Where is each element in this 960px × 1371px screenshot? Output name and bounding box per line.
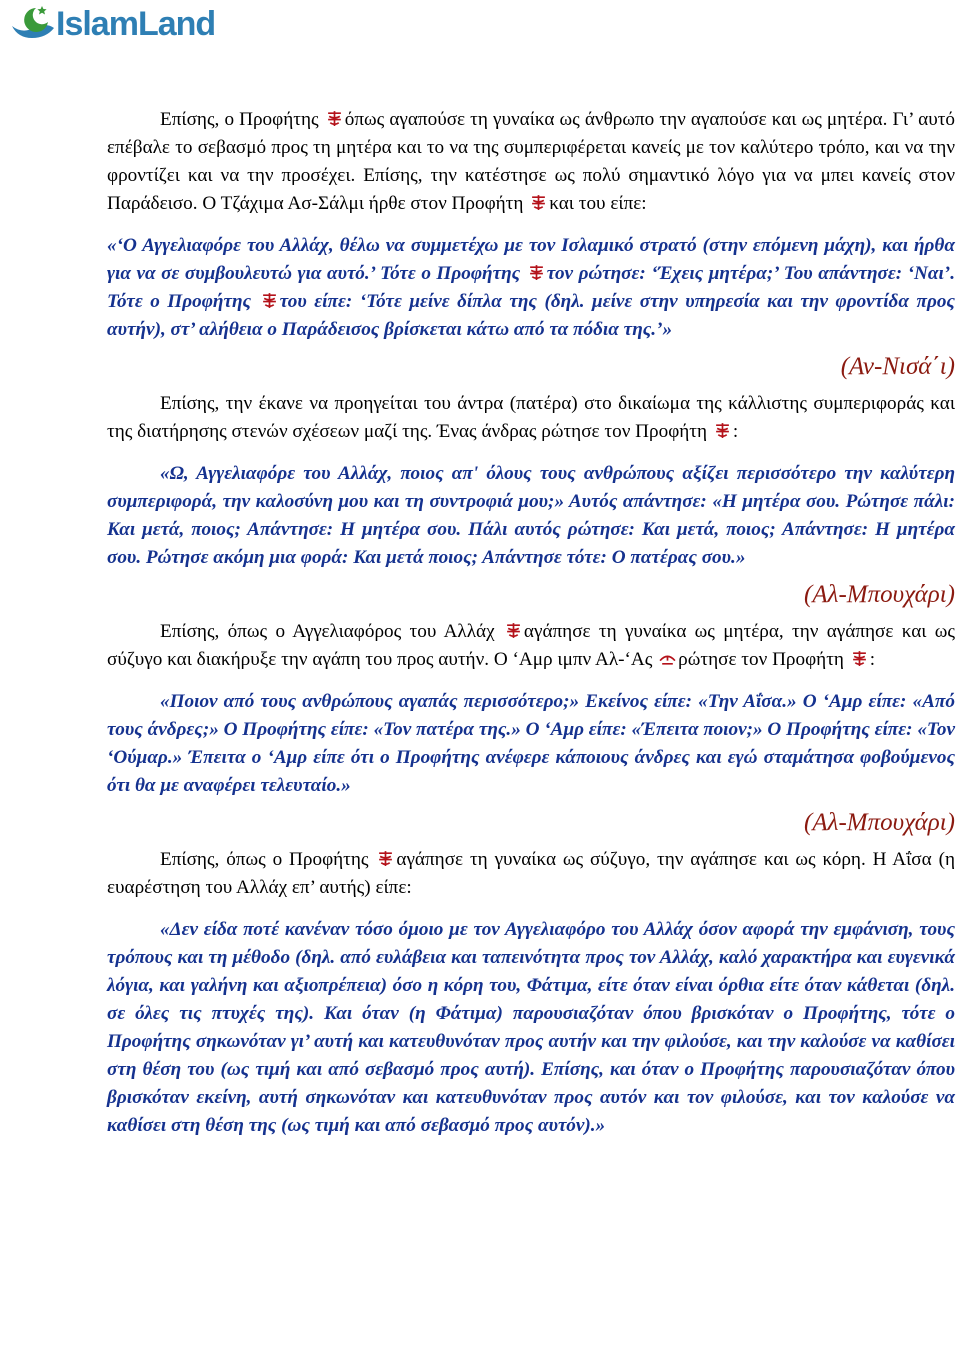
paragraph-intro-mother: Επίσης, ο Προφήτης όπως αγαπούσε τη γυναίκα ως άνθρωπο την αγαπούσε και ως μητέρα. Γι’ αυτό επέβαλε το σεβασμό προς τη μητέρα και το να της συμπεριφέρεται κανείς με τον καλύτερο τρόπο, και να την φροντίζει και να την προσέχει. Επίσης, την κατέστησε ως πολύ σημαντικό λόγο για να μπει κανείς στον Παράδεισο. Ο Τζάχιμα Ασ-Σάλμι ήρθε στον Προφήτη και του είπε: <box>107 109 956 214</box>
document-body <box>107 106 955 1140</box>
paragraph-mother-precedence: Επίσης, την έκανε να προηγείται του άντρα (πατέρα) στο δικαίωμα της κάλλιστης συμπεριφοράς και της διατήρησης στενών σχέσεων μαζί της. Ένας άνδρας ρώτησε τον Προφήτη : <box>107 393 955 442</box>
hadith-quote-aisha: «Ποιον από τους ανθρώπους αγαπάς περισσότερο;» Εκείνος είπε: «Την Αΐσα.» Ο ‘Αμρ είπε: «Από τους άνδρες;» Ο Προφήτης είπε: «Τον πατέρα της.» Ο ‘Αμρ είπε: «Έπειτα ποιον;» Ο Προφήτης είπε: «Τον ‘Ούμαρ.» Έπειτα ο ‘Αμρ είπε ότι ο Προφήτης ανέφερε κάποιους άνδρες και εγώ σταμάτησα φοβούμενος ότι θα με αναφέρει τελευταίο.» <box>107 691 956 796</box>
salawat-glyph-icon <box>714 422 731 439</box>
salawat-glyph-icon <box>377 850 394 867</box>
hadith-source: (Αν-Νισά΄ι) <box>840 353 955 380</box>
salawat-glyph-icon <box>505 622 522 639</box>
paragraph-daughter: Επίσης, όπως ο Προφήτης αγάπησε τη γυναίκα ως σύζυγο, την αγάπησε και ως κόρη. Η Αΐσα (η ευαρέστηση του Αλλάχ επ’ αυτής) είπε: <box>107 849 955 898</box>
paragraph-wife: Επίσης, όπως ο Αγγελιαφόρος του Αλλάχ αγάπησε τη γυναίκα ως μητέρα, την αγάπησε και ως σύζυγο και διακήρυξε την αγάπη του προς αυτήν. Ο ‘Αμρ ιμπν Αλ-‘Ας ρώτησε τον Προφήτη : <box>107 621 955 670</box>
salawat-glyph-icon <box>851 650 868 667</box>
hadith-quote-paradise: «‘Ο Αγγελιαφόρε του Αλλάχ, θέλω να συμμετέχω με τον Ισλαμικό στρατό (στην επόμενη μάχη), και ήρθα για να σε συμβουλευτώ για αυτό.’ Τότε ο Προφήτης τον ρώτησε: ‘Έχεις μητέρα;’ Του απάντησε: ‘Ναι’. Τότε ο Προφήτης του είπε: ‘Τότε μείνε δίπλα της (δηλ. μείνε στην υπηρεσία και την φροντίδα προς αυτήν), στ’ αλήθεια ο Παράδεισος βρίσκεται κάτω από τα πόδια της.’» <box>107 235 955 340</box>
salawat-glyph-icon <box>326 110 343 127</box>
radiyallahu-glyph-icon <box>659 650 676 667</box>
site-logo[interactable] <box>6 4 215 44</box>
crescent-book-icon <box>6 4 58 44</box>
salawat-glyph-icon <box>261 292 278 309</box>
salawat-glyph-icon <box>528 264 545 281</box>
hadith-quote-your-mother: «Ω, Αγγελιαφόρε του Αλλάχ, ποιος απ' όλους τους ανθρώπους αξίζει περισσότερο την καλύτερη συμπεριφορά, την καλοσύνη μου και τη συντροφιά μου;» Αυτός απάντησε: «Η μητέρα σου. Ρώτησε πάλι: Και μετά, ποιος; Απάντησε: Η μητέρα σου. Πάλι αυτός ρώτησε: Και μετά, ποιος; Απάντησε: Η μητέρα σου. Ρώτησε ακόμη μια φορά: Και μετά ποιος; Απάντησε τότε: Ο πατέρας σου.» <box>107 463 955 568</box>
hadith-source: (Αλ-Μπουχάρι) <box>804 581 955 608</box>
hadith-source: (Αλ-Μπουχάρι) <box>804 809 955 836</box>
hadith-quote-fatima: «Δεν είδα ποτέ κανέναν τόσο όμοιο με τον Αγγελιαφόρο του Αλλάχ όσον αφορά την εμφάνιση, τους τρόπους και τη μέθοδο (δηλ. από ευλάβεια και ταπεινότητα προς τον Αλλάχ, καλό χαρακτήρα και ευγενικά λόγια, και γαλήνη και αξιοπρέπεια) όσο η κόρη του, Φάτιμα, είτε όταν είναι όρθια είτε όταν κάθεται (δηλ. σε όλες τις πτυχές της). Και όταν (η Φάτιμα) παρουσιαζόταν όπου βρισκόταν ο Προφήτης, τότε ο Προφήτης σηκωνόταν γι’ αυτή και κατευθυνόταν προς αυτήν και την φιλούσε, και την καλούσε να καθίσει στη θέση του (ως τιμή και από σεβασμό προς αυτή). Επίσης, και όταν ο Προφήτης παρουσιαζόταν όπου βρισκόταν εκείνη, αυτή σηκωνόταν και κατευθυνόταν προς αυτόν και τον φιλούσε, και τον καλούσε να καθίσει στη θέση της (ως τιμή και από σεβασμό προς αυτόν).» <box>107 919 955 1136</box>
logo-wordmark: IslamLand <box>56 5 216 43</box>
salawat-glyph-icon <box>530 194 547 211</box>
